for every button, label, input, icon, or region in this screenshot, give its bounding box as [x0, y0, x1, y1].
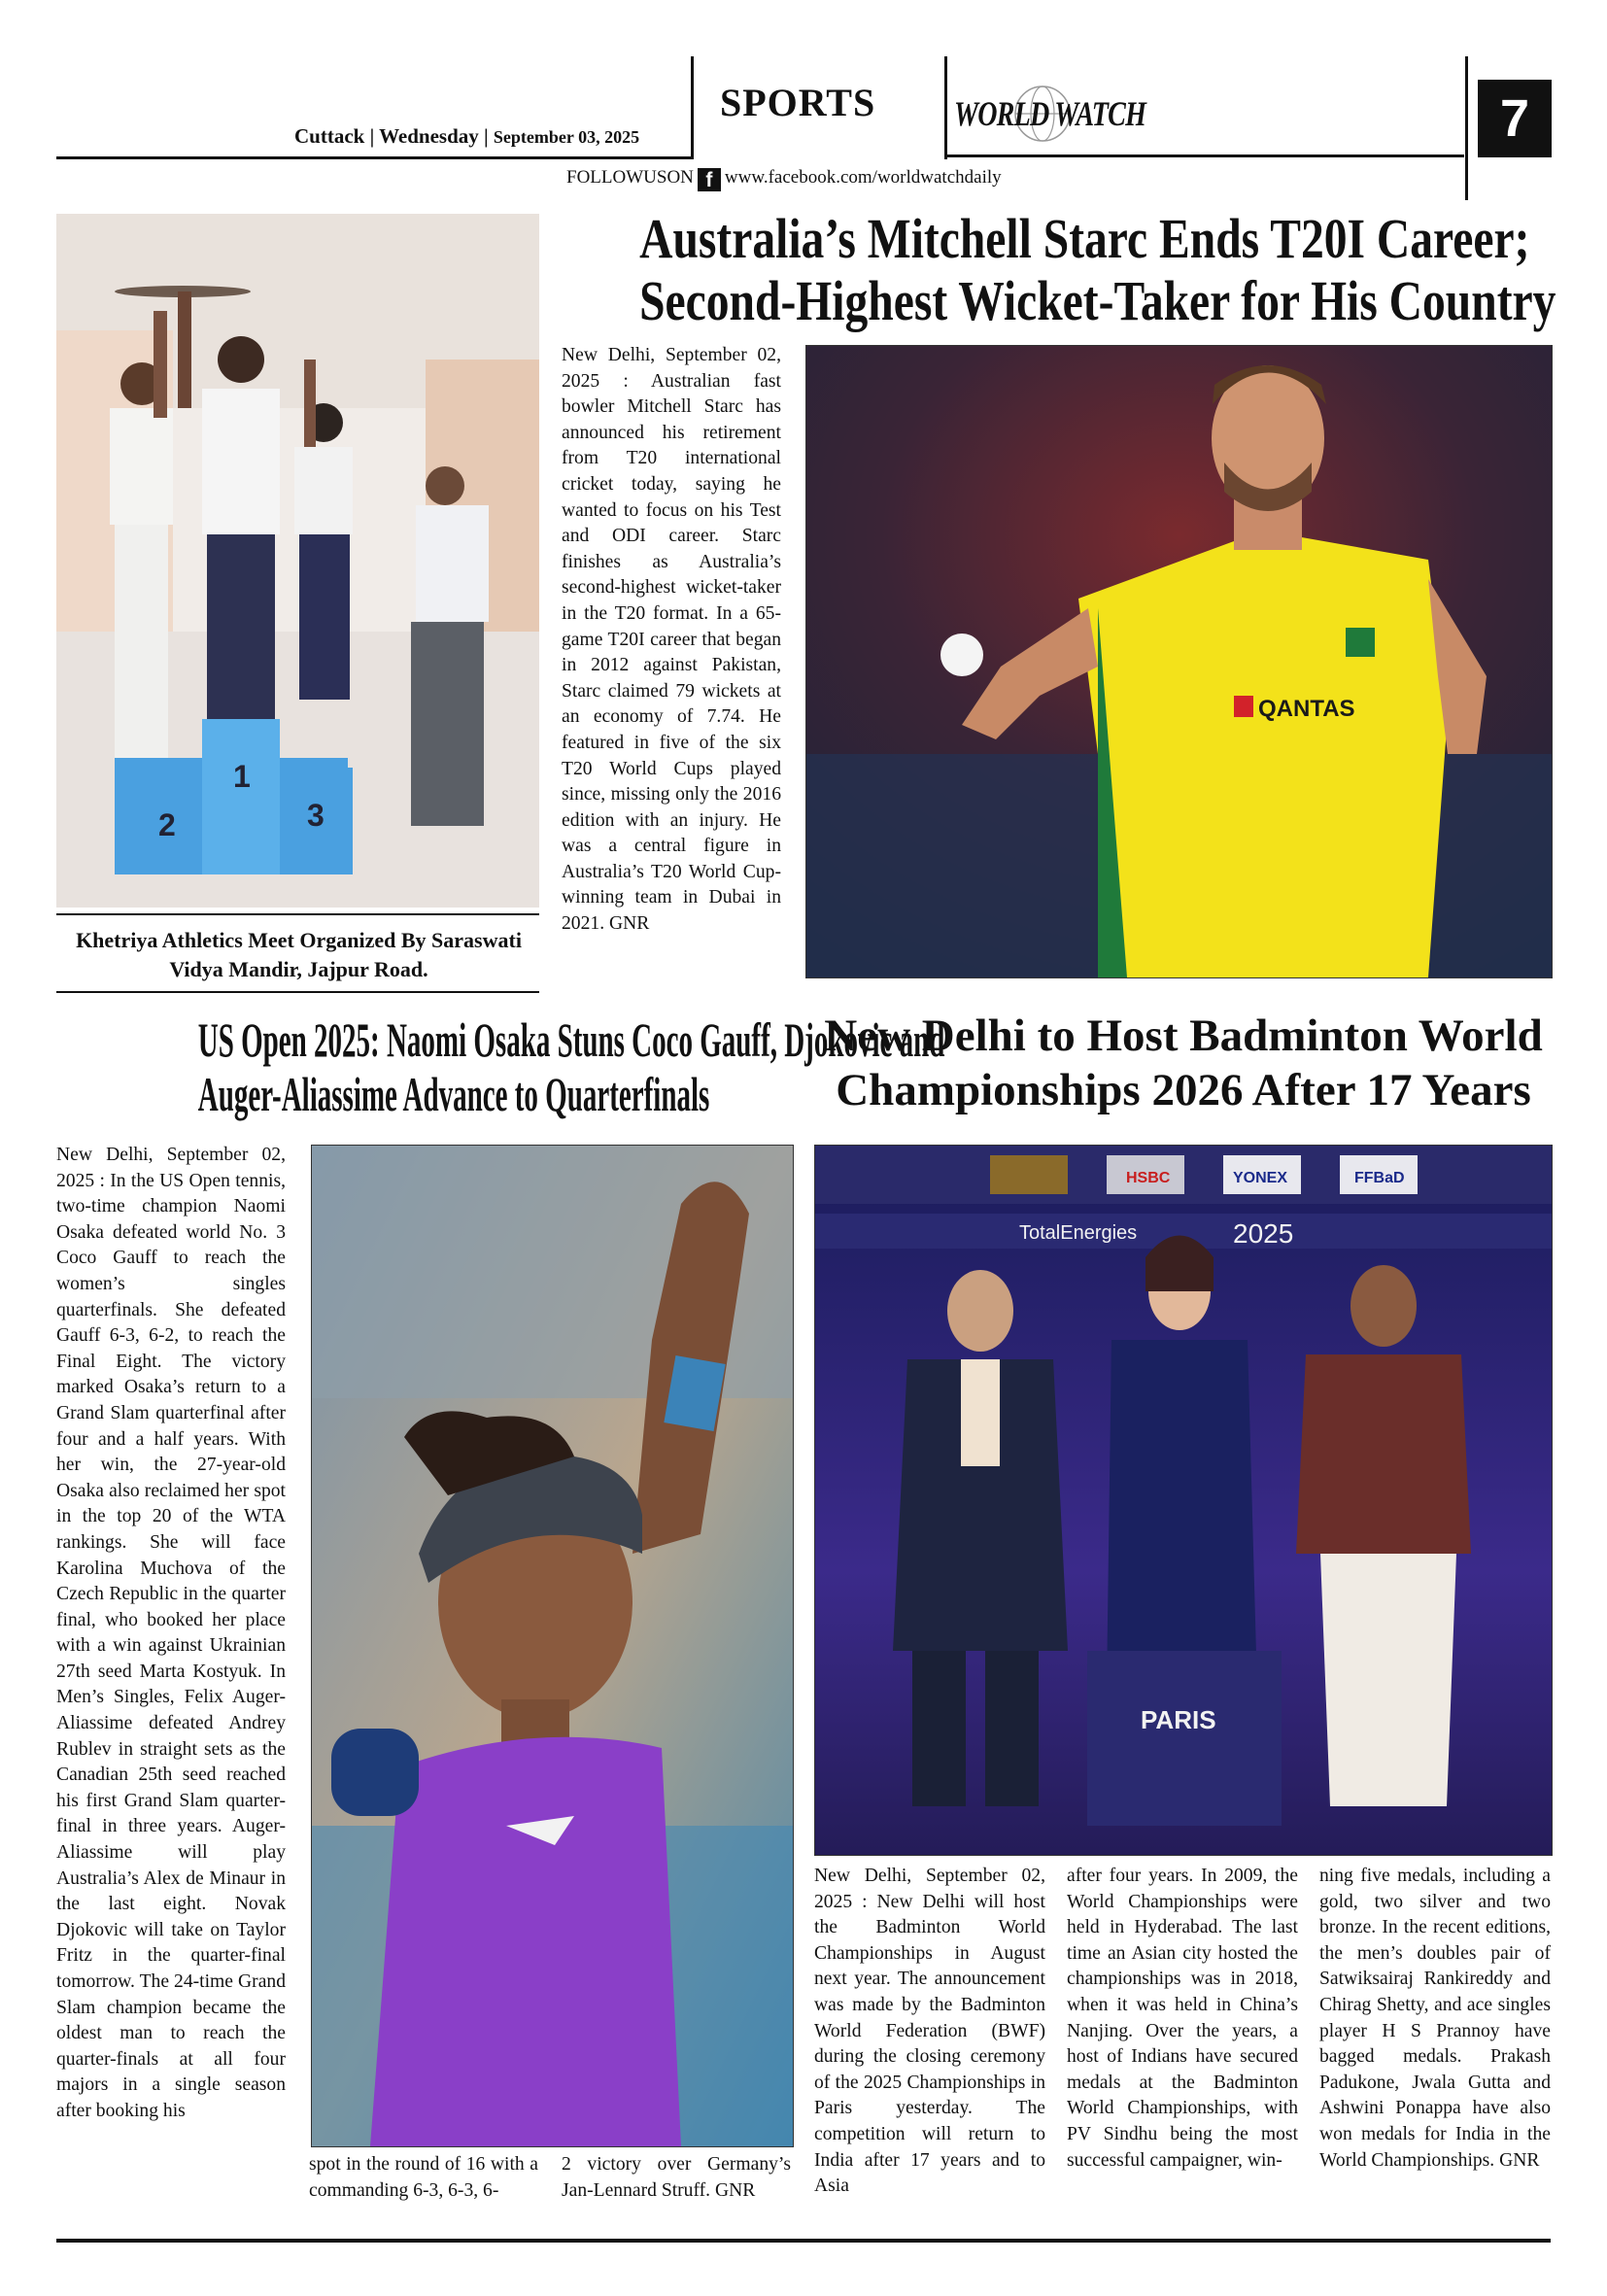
badminton-photo: [814, 1145, 1553, 1856]
logo: [954, 84, 1146, 144]
podium-3: 3: [307, 798, 325, 833]
starc-headline-line1: Australia’s Mitchell Starc Ends T20I Career;: [639, 207, 1530, 270]
badminton-headline-line2: Championships 2026 After 17 Years: [836, 1065, 1531, 1115]
caption-rule-top: [56, 913, 539, 915]
masthead-left-rule: [56, 156, 693, 159]
follow-line: [566, 167, 1002, 191]
starc-body: New Delhi, September 02, 2025 : Australian fast bowler Mitchell Starc has announced his retirement from T20 international cricket today, saying he wanted to focus on his Test and ODI career. Starc finishes as Australia’s second-highest wicket-taker in the T20 format. In a 65-game T20I career that began in 2012 against Pakistan, Starc claimed 79 wickets at an economy of 7.74. He featured in five of the six T20 World Cups played since, missing only the 2016 edition with an injury. He was a central figure in Australia’s T20 World Cup-winning team in Dubai in 2021. GNR: [562, 345, 781, 935]
backdrop-paris: PARIS: [1141, 1705, 1216, 1734]
osaka-photo: [311, 1145, 794, 2147]
badminton-body-col3: ning five medals, including a gold, two silver and two bronze. In the recent editions, the men’s doubles pair of Satwiksairaj Rankireddy and Chirag Shetty, and ace singles player H S Prannoy have bagged medals. Prakash Padukone, Jwala Gutta and Ashwini Ponappa have also won medals for India in the World Championships. GNR: [1319, 1866, 1551, 2171]
badminton-body-col2: after four years. In 2009, the World Championships were held in Hyderabad. The last time an Asian city hosted the championships was in 2018, when it was held in China’s Nanjing. Over the years, a host of Indians have secured medals at the Badminton World Championships, with PV Sindhu being the most successful campaigner, win-: [1067, 1866, 1298, 2171]
section-title: SPORTS: [720, 81, 876, 124]
masthead-divider-2: [944, 56, 947, 159]
masthead-divider-1: [691, 56, 694, 159]
backdrop-total: TotalEnergies: [1019, 1222, 1138, 1244]
footer-rule: [56, 2239, 1551, 2243]
podium-1: 1: [233, 759, 251, 794]
follow-label: FOLLOWUSON: [566, 167, 694, 188]
osaka-body-col3: 2 victory over Germany’s Jan-Lennard Struff. GNR: [562, 2154, 791, 2201]
badminton-headline-line1: New Delhi to Host Badminton World: [824, 1011, 1543, 1061]
facebook-icon: f: [698, 168, 721, 191]
starc-photo: [805, 345, 1553, 978]
masthead-divider-3: [1465, 56, 1468, 200]
jersey-sponsor: QANTAS: [1258, 696, 1355, 722]
logo-text: WORLD WATCH: [954, 94, 1146, 133]
badminton-headline: [804, 1009, 1562, 1117]
backdrop-year: 2025: [1233, 1218, 1294, 1249]
osaka-body-col2: spot in the round of 16 with a commanding 6-3, 6-3, 6-: [309, 2154, 538, 2201]
athletics-photo: [56, 214, 539, 908]
facebook-url: www.facebook.com/worldwatchdaily: [724, 167, 1002, 188]
badminton-body-col1: New Delhi, September 02, 2025 : New Delhi will host the Badminton World Championships in August next year. The announcement was made by the Badminton World Federation (BWF) during the closing ceremony of the 2025 Championships in Paris yesterday. The competition will return to India after 17 years and to Asia: [814, 1866, 1045, 2197]
starc-headline-line2: Second-Highest Wicket-Taker for His Country: [639, 269, 1556, 332]
osaka-body-col1: New Delhi, September 02, 2025 : In the US Open tennis, two-time champion Naomi Osaka defeated world No. 3 Coco Gauff to reach the women’s singles quarterfinals. She defeated Gauff 6-3, 6-2, to reach the Final Eight. The victory marked Osaka’s return to a Grand Slam quarterfinal after four and a half years. With her win, the 27-year-old Osaka also reclaimed her spot in the top 20 of the WTA rankings. She will face Karolina Muchova of the Czech Republic in the quarter final, who booked her place with a win against Ukrainian 27th seed Marta Kostyuk. In Men’s Singles, Felix Auger-Aliassime defeated Andrey Rublev in straight sets as the Canadian 25th seed reached his first Grand Slam quarter-final in three years. Auger-Aliassime will play Australia’s Alex de Minaur in the last eight. Novak Djokovic will take on Taylor Fritz in the quarter-final tomorrow. The 24-time Grand Slam champion became the oldest man to reach the quarter-finals at all four majors in a single season after booking his: [56, 1145, 286, 2121]
backdrop-yonex: YONEX: [1233, 1170, 1288, 1186]
osaka-headline: [39, 1012, 945, 1121]
osaka-headline-line1: US Open 2025: Naomi Osaka Stuns Coco Gauff, Djokovic and: [197, 1012, 945, 1067]
athletics-caption: Khetriya Athletics Meet Organized By Saraswati Vidya Mandir, Jajpur Road.: [76, 928, 522, 981]
backdrop-ffbad: FFBaD: [1354, 1170, 1405, 1186]
starc-headline: [544, 208, 1603, 332]
page-number: 7: [1478, 80, 1552, 157]
osaka-headline-line2: Auger-Aliassime Advance to Quarterfinals: [197, 1067, 710, 1121]
backdrop-hsbc: HSBC: [1126, 1170, 1171, 1186]
dateline: Cuttack | Wednesday | September 03, 2025: [294, 124, 640, 148]
masthead-right-rule: [944, 154, 1464, 157]
caption-rule-bottom: [56, 991, 539, 993]
podium-2: 2: [158, 807, 176, 842]
